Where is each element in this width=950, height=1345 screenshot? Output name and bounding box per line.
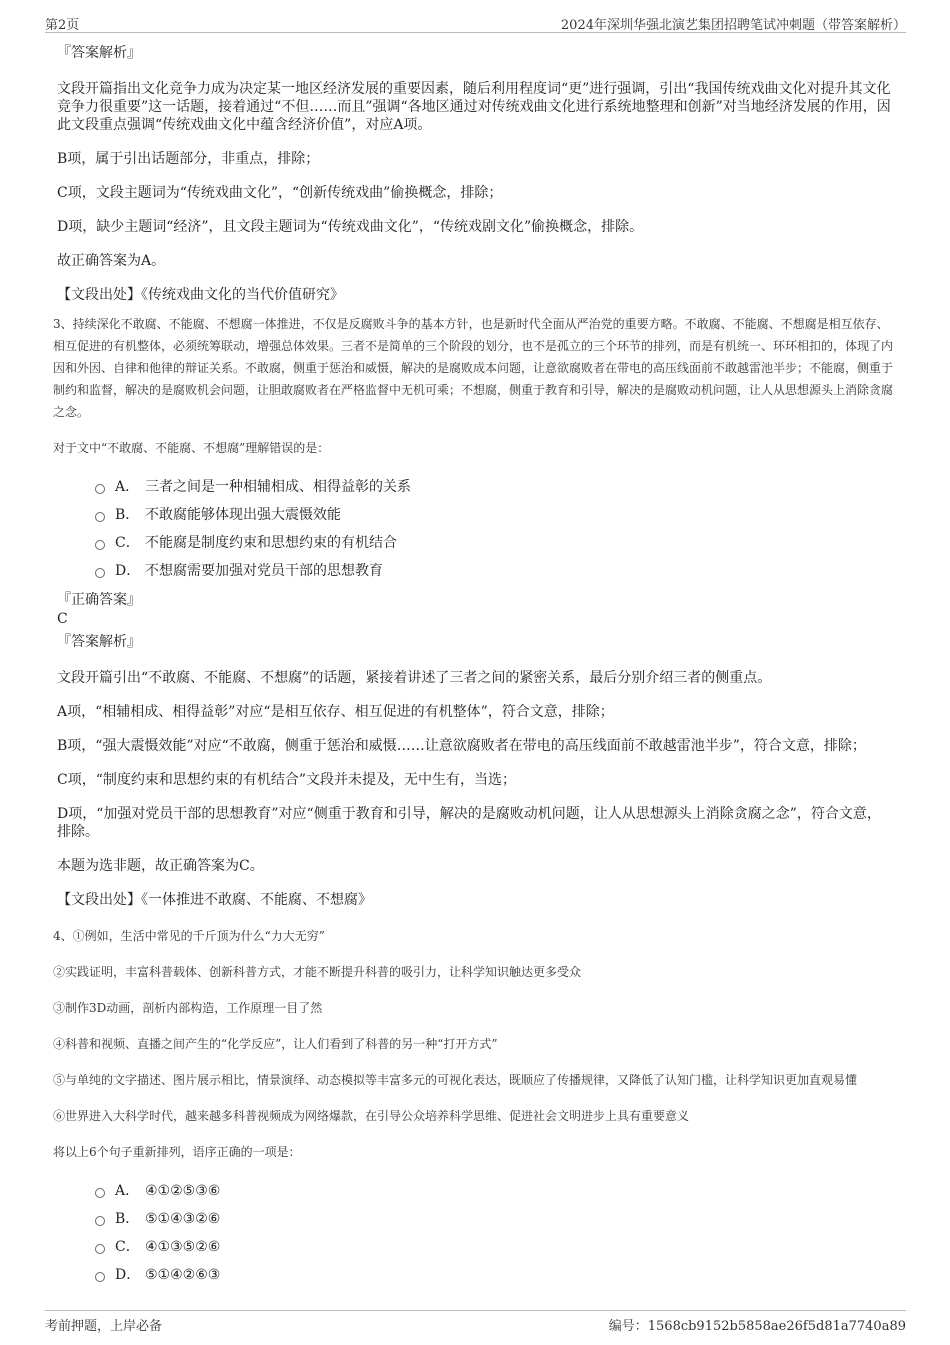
analysis-paragraph: 故正确答案为A。 (57, 253, 166, 269)
option-letter: A． (115, 1183, 140, 1199)
option-letter: D． (115, 1267, 141, 1283)
document-serial: 编号：1568cb9152b5858ae26f5d81a7740a89 (608, 1319, 906, 1334)
sentence-item: ②实践证明，丰富科普载体、创新科普方式，才能不断提升科普的吸引力，让科学知识触达更多受众 (53, 965, 582, 979)
analysis-paragraph: C项，文段主题词为“传统戏曲文化”，“创新传统戏曲”偷换概念，排除； (57, 185, 503, 201)
analysis-tag: 『答案解析』 (57, 45, 141, 61)
option-b[interactable] (95, 1205, 893, 1233)
option-text: ⑤①④③②⑥ (145, 1211, 221, 1227)
analysis-paragraph: 文段开篇指出文化竞争力成为决定某一地区经济发展的重要因素，随后利用程度词“更”进行强调，引出“我国传统戏曲文化对提升其文化竞争力很重要”这一话题，接着通过“不但……而且”强调“各地区通过对传统戏曲文化进行系统地整理和创新”对当地经济发展的作用，因此文段重点强调“传统戏曲文化中蕴含经济价值”，对应A项。 (57, 81, 891, 133)
option-letter: B． (115, 507, 140, 523)
radio-button[interactable] (95, 1244, 105, 1254)
option-a[interactable] (95, 1177, 893, 1205)
option-text: ⑤①④②⑥③ (145, 1267, 221, 1283)
passage-source: 【文段出处】《传统戏曲文化的当代价值研究》 (57, 287, 344, 303)
option-c[interactable] (95, 529, 893, 557)
option-letter: D． (115, 563, 141, 579)
sentence-item: ⑥世界进入大科学时代，越来越多科普视频成为网络爆款，在引导公众培养科学思维、促进社会文明进步上具有重要意义 (53, 1109, 690, 1123)
radio-button[interactable] (95, 1216, 105, 1226)
option-letter: B． (115, 1211, 140, 1227)
option-c[interactable] (95, 1233, 893, 1261)
option-text: 三者之间是一种相辅相成、相得益彰的关系 (145, 479, 411, 495)
sentence-item: ③制作3D动画，剖析内部构造，工作原理一目了然 (53, 1001, 323, 1015)
analysis-paragraph: B项，属于引出话题部分，非重点，排除； (57, 151, 320, 167)
footer-slogan: 考前押题，上岸必备 (45, 1319, 163, 1334)
option-letter: C． (115, 1239, 140, 1255)
radio-button[interactable] (95, 484, 105, 494)
page-header (45, 12, 906, 33)
sentence-item: 4、①例如，生活中常见的千斤顶为什么“力大无穷” (53, 929, 325, 943)
analysis-paragraph: D项，缺少主题词“经济”，且文段主题词为“传统戏曲文化”，“传统戏剧文化”偷换概念，排除。 (57, 219, 644, 235)
radio-button[interactable] (95, 1272, 105, 1282)
option-text: 不敢腐能够体现出强大震慑效能 (145, 507, 341, 523)
analysis-paragraph: D项，“加强对党员干部的思想教育”对应“侧重于教育和引导，解决的是腐败动机问题，让人从思想源头上消除贪腐之念”，符合文意，排除。 (57, 806, 881, 840)
correct-answer: C (57, 611, 68, 627)
question-3-options (95, 473, 893, 585)
analysis-paragraph: 本题为选非题，故正确答案为C。 (57, 858, 264, 874)
analysis-paragraph: 文段开篇引出“不敢腐、不能腐、不想腐”的话题，紧接着讲述了三者之间的紧密关系，最后分别介绍三者的侧重点。 (57, 670, 772, 686)
option-b[interactable] (95, 501, 893, 529)
question-4-stem: 将以上6个句子重新排列，语序正确的一项是： (53, 1145, 301, 1159)
option-a[interactable] (95, 473, 893, 501)
analysis-tag: 『答案解析』 (57, 634, 141, 650)
radio-button[interactable] (95, 540, 105, 550)
question-4-options (95, 1177, 893, 1289)
page-content (53, 44, 894, 1295)
radio-button[interactable] (95, 568, 105, 578)
question-3-text: 3、持续深化不敢腐、不能腐、不想腐一体推进，不仅是反腐败斗争的基本方针，也是新时代全面从严治党的重要方略。不敢腐、不能腐、不想腐是相互依存、相互促进的有机整体，必须统筹联动，增强总体效果。三者不是简单的三个阶段的划分，也不是孤立的三个环节的排列，而是有机统一、环环相扣的，体现了内因和外因、自律和他律的辩证关系。不敢腐，侧重于惩治和威慑，解决的是腐败成本问题，让意欲腐败者在带电的高压线面前不敢越雷池半步；不能腐，侧重于制约和监督，解决的是腐败机会问题，让胆敢腐败者在严格监督中无机可乘；不想腐，侧重于教育和引导，解决的是腐败动机问题，让人从思想源头上消除贪腐之念。 (53, 317, 894, 419)
correct-answer-tag: 『正确答案』 (57, 592, 141, 608)
option-text: ④①②⑤③⑥ (145, 1183, 221, 1199)
page-footer (45, 1310, 906, 1335)
radio-button[interactable] (95, 512, 105, 522)
option-text: 不能腐是制度约束和思想约束的有机结合 (145, 535, 397, 551)
analysis-paragraph: A项，“相辅相成、相得益彰”对应“是相互依存、相互促进的有机整体”，符合文意，排除； (57, 704, 614, 720)
question-3-stem: 对于文中“不敢腐、不能腐、不想腐”理解错误的是： (53, 441, 330, 455)
option-d[interactable] (95, 1261, 893, 1289)
document-title: 2024年深圳华强北演艺集团招聘笔试冲刺题（带答案解析） (560, 18, 906, 33)
page-number: 第2页 (45, 18, 80, 33)
option-text: ④①③⑤②⑥ (145, 1239, 221, 1255)
analysis-paragraph: B项，“强大震慑效能”对应“不敢腐，侧重于惩治和威慑……让意欲腐败者在带电的高压线面前不敢越雷池半步”，符合文意，排除； (57, 738, 866, 754)
radio-button[interactable] (95, 1188, 105, 1198)
sentence-item: ⑤与单纯的文字描述、图片展示相比，情景演绎、动态模拟等丰富多元的可视化表达，既顺应了传播规律，又降低了认知门槛，让科学知识更加直观易懂 (53, 1073, 858, 1087)
option-letter: A． (115, 479, 140, 495)
option-text: 不想腐需要加强对党员干部的思想教育 (145, 563, 383, 579)
option-d[interactable] (95, 557, 893, 585)
sentence-item: ④科普和视频、直播之间产生的“化学反应”，让人们看到了科普的另一种“打开方式” (53, 1037, 498, 1051)
passage-source: 【文段出处】《一体推进不敢腐、不能腐、不想腐》 (57, 892, 372, 908)
option-letter: C． (115, 535, 140, 551)
analysis-paragraph: C项，“制度约束和思想约束的有机结合”文段并未提及，无中生有，当选； (57, 772, 517, 788)
